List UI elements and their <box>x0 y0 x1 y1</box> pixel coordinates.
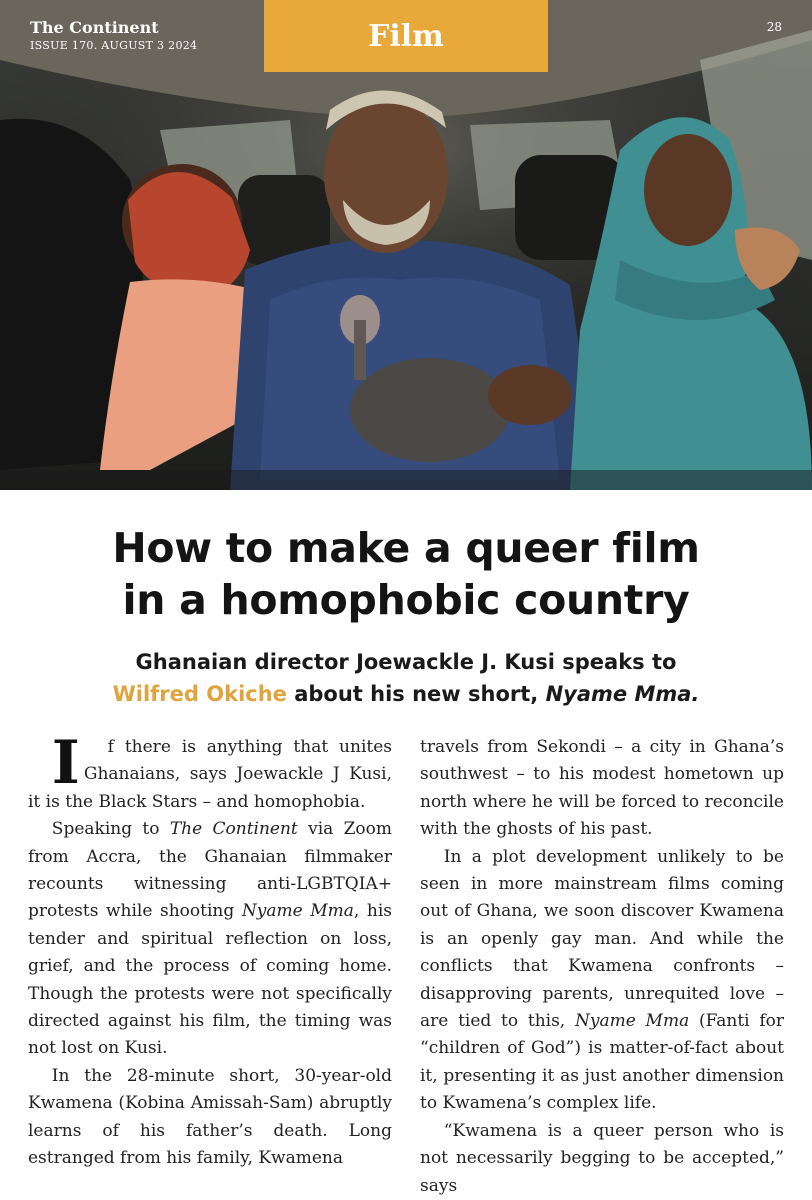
headline <box>20 522 792 626</box>
article-column-left <box>28 728 393 1173</box>
paragraph-2-text-a: Speaking to <box>51 819 170 840</box>
magazine-name: The Continent <box>30 18 159 37</box>
paragraph-5 <box>420 844 784 1118</box>
paragraph-2-text-c: , his tender and spiritual reflection on loss, grief, and the process of coming home. Though the protests were not specifically directed against his film, the timing was not lost on Kusi. <box>28 901 392 1059</box>
masthead <box>30 18 197 52</box>
standfirst-intro: Ghanaian director Joewackle J. Kusi speaks to <box>135 650 677 674</box>
paragraph-5-text-a: In a plot development unlikely to be seen in more mainstream films coming out of Ghana, we soon discover Kwamena is an openly gay man. And while the conflicts that Kwamena confronts – disapproving parents, unrequited love – are tied to this, <box>420 846 784 1032</box>
paragraph-2 <box>28 816 392 1063</box>
paragraph-1 <box>28 728 392 816</box>
film-title: Nyame Mma <box>241 901 354 922</box>
standfirst-film-title: Nyame Mma. <box>545 682 700 706</box>
standfirst-mid: about his new short, <box>294 682 539 706</box>
paragraph-5-text-b: (Fanti for “children of God”) is matter-of-fact about it, presenting it as just another dimension to Kwamena’s complex life. <box>420 1011 784 1114</box>
section-tab-film <box>264 0 548 72</box>
section-label: Film <box>368 18 444 54</box>
author-name: Wilfred Okiche <box>112 682 287 706</box>
publication-name: The Continent <box>169 819 298 840</box>
issue-date: ISSUE 170. AUGUST 3 2024 <box>30 39 198 52</box>
paragraph-2-text-b: via Zoom from Accra, the Ghanaian filmmaker recounts witnessing anti-LGBTQIA+ protests while shooting <box>28 819 393 922</box>
headline-line-1: How to make a queer film <box>112 524 700 572</box>
film-title: Nyame Mma <box>574 1011 690 1032</box>
page-number: 28 <box>766 20 782 34</box>
paragraph-3: In the 28-minute short, 30-year-old Kwamena (Kobina Amissah-Sam) abruptly learns of his father’s death. Long estranged from his family, Kwamena <box>28 1065 392 1169</box>
article-column-right <box>420 734 784 1200</box>
standfirst <box>20 646 792 710</box>
headline-line-2: in a homophobic country <box>122 576 690 624</box>
paragraph-1-text: f there is anything that unites Ghanaians, says Joewackle J Kusi, it is the Black Stars – and homophobia. <box>28 737 392 812</box>
paragraph-4: travels from Sekondi – a city in Ghana’s southwest – to his modest hometown up north where he will be forced to reconcile with the ghosts of his past. <box>420 737 784 840</box>
paragraph-6: “Kwamena is a queer person who is not necessarily begging to be accepted,” says <box>420 1120 784 1196</box>
drop-cap: I <box>51 728 80 798</box>
film-still-photo <box>0 0 812 490</box>
